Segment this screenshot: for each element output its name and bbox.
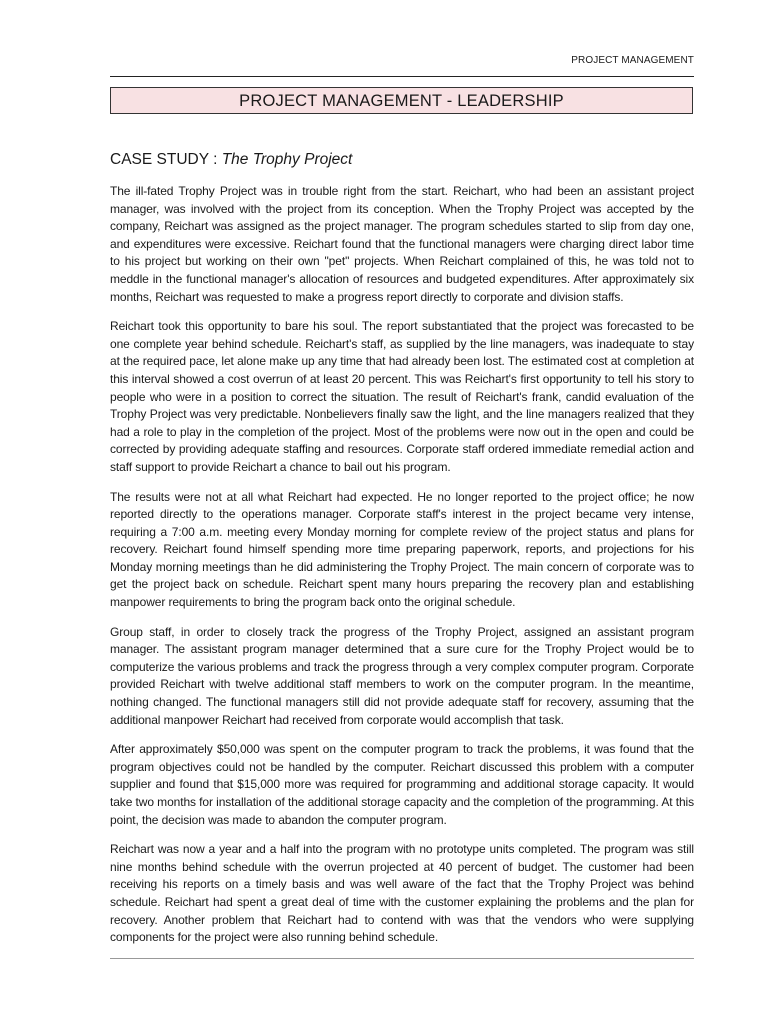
paragraph-3: The results were not at all what Reichart had expected. He no longer reported to the project office; he now reported directly to the operations manager. Corporate staff's interest in the project became very intense, requiring a 7:00 a.m. meeting every Monday morning for complete review of the project status and plans for recovery. Reichart found himself spending more time preparing paperwork, reports, and projections for his Monday morning meetings than he did administering the Trophy Project. The main concern of corporate was to get the project back on schedule. Reichart spent many hours preparing the recovery plan and establishing manpower requirements to bring the program back onto the original schedule.: [110, 489, 694, 610]
header-rule: [110, 76, 694, 77]
case-study-label: CASE STUDY :: [110, 151, 222, 168]
case-study-name: The Trophy Project: [221, 151, 353, 168]
paragraph-6: Reichart was now a year and a half into the program with no prototype units completed. The program was still nine months behind schedule with the overrun projected at 40 percent of budget. The customer had been receiving his reports on a timely basis and was well aware of the fact that the Trophy Project was behind schedule. Reichart had spent a great deal of time with the customer explaining the problems and the plan for recovery. Another problem that Reichart had to contend with was that the vendors who were supplying components for the project were also running behind schedule.: [110, 842, 694, 945]
paragraph-1: The ill-fated Trophy Project was in trouble right from the start. Reichart, who had been an assistant project manager, was involved with the project from its conception. When the Trophy Project was accepted by the company, Reichart was assigned as the project manager. The program schedules started to slip from day one, and expenditures were excessive. Reichart found that the functional managers were charging direct labor time to his project but working on their own "pet" projects. When Reichart complained of this, he was told not to meddle in the functional manager's allocation of resources and budgeted expenditures. After approximately six months, Reichart was requested to make a progress report directly to corporate and division staffs.: [110, 184, 694, 304]
paragraph-4: Group staff, in order to closely track the progress of the Trophy Project, assigned an assistant program manager. The assistant program manager determined that a sure cure for the Trophy Project would be to computerize the various problems and track the progress through a very complex computer program. Corporate provided Reichart with twelve additional staff members to work on the computer program. In the meantime, nothing changed. The functional managers still did not provide adequate staff for recovery, assuming that the additional manpower Reichart had received from corporate would accomplish that task.: [110, 624, 694, 727]
case-study-heading: [110, 150, 352, 170]
footer-rule: [110, 958, 694, 959]
running-header: PROJECT MANAGEMENT: [571, 55, 694, 66]
page-title: PROJECT MANAGEMENT - LEADERSHIP: [110, 87, 693, 114]
body-text: [110, 183, 694, 959]
paragraph-5: After approximately $50,000 was spent on the computer program to track the problems, it was found that the program objectives could not be handled by the computer. Reichart discussed this problem with a computer supplier and found that $15,000 more was required for programming and additional storage capacity. It would take two months for installation of the additional storage capacity and the completion of the programming. At this point, the decision was made to abandon the computer program.: [110, 742, 694, 827]
paragraph-2: Reichart took this opportunity to bare his soul. The report substantiated that the project was forecasted to be one complete year behind schedule. Reichart's staff, as supplied by the line managers, was inadequate to stay at the required pace, let alone make up any time that had already been lost. The estimated cost at completion at this interval showed a cost overrun of at least 20 percent. This was Reichart's first opportunity to tell his story to people who were in a position to correct the situation. The result of Reichart's frank, candid evaluation of the Trophy Project was very predictable. Nonbelievers finally saw the light, and the line managers realized that they had a role to play in the completion of the project. Most of the problems were now out in the open and could be corrected by providing adequate staffing and resources. Corporate staff ordered immediate remedial action and staff support to provide Reichart a chance to bail out his program.: [110, 319, 694, 474]
